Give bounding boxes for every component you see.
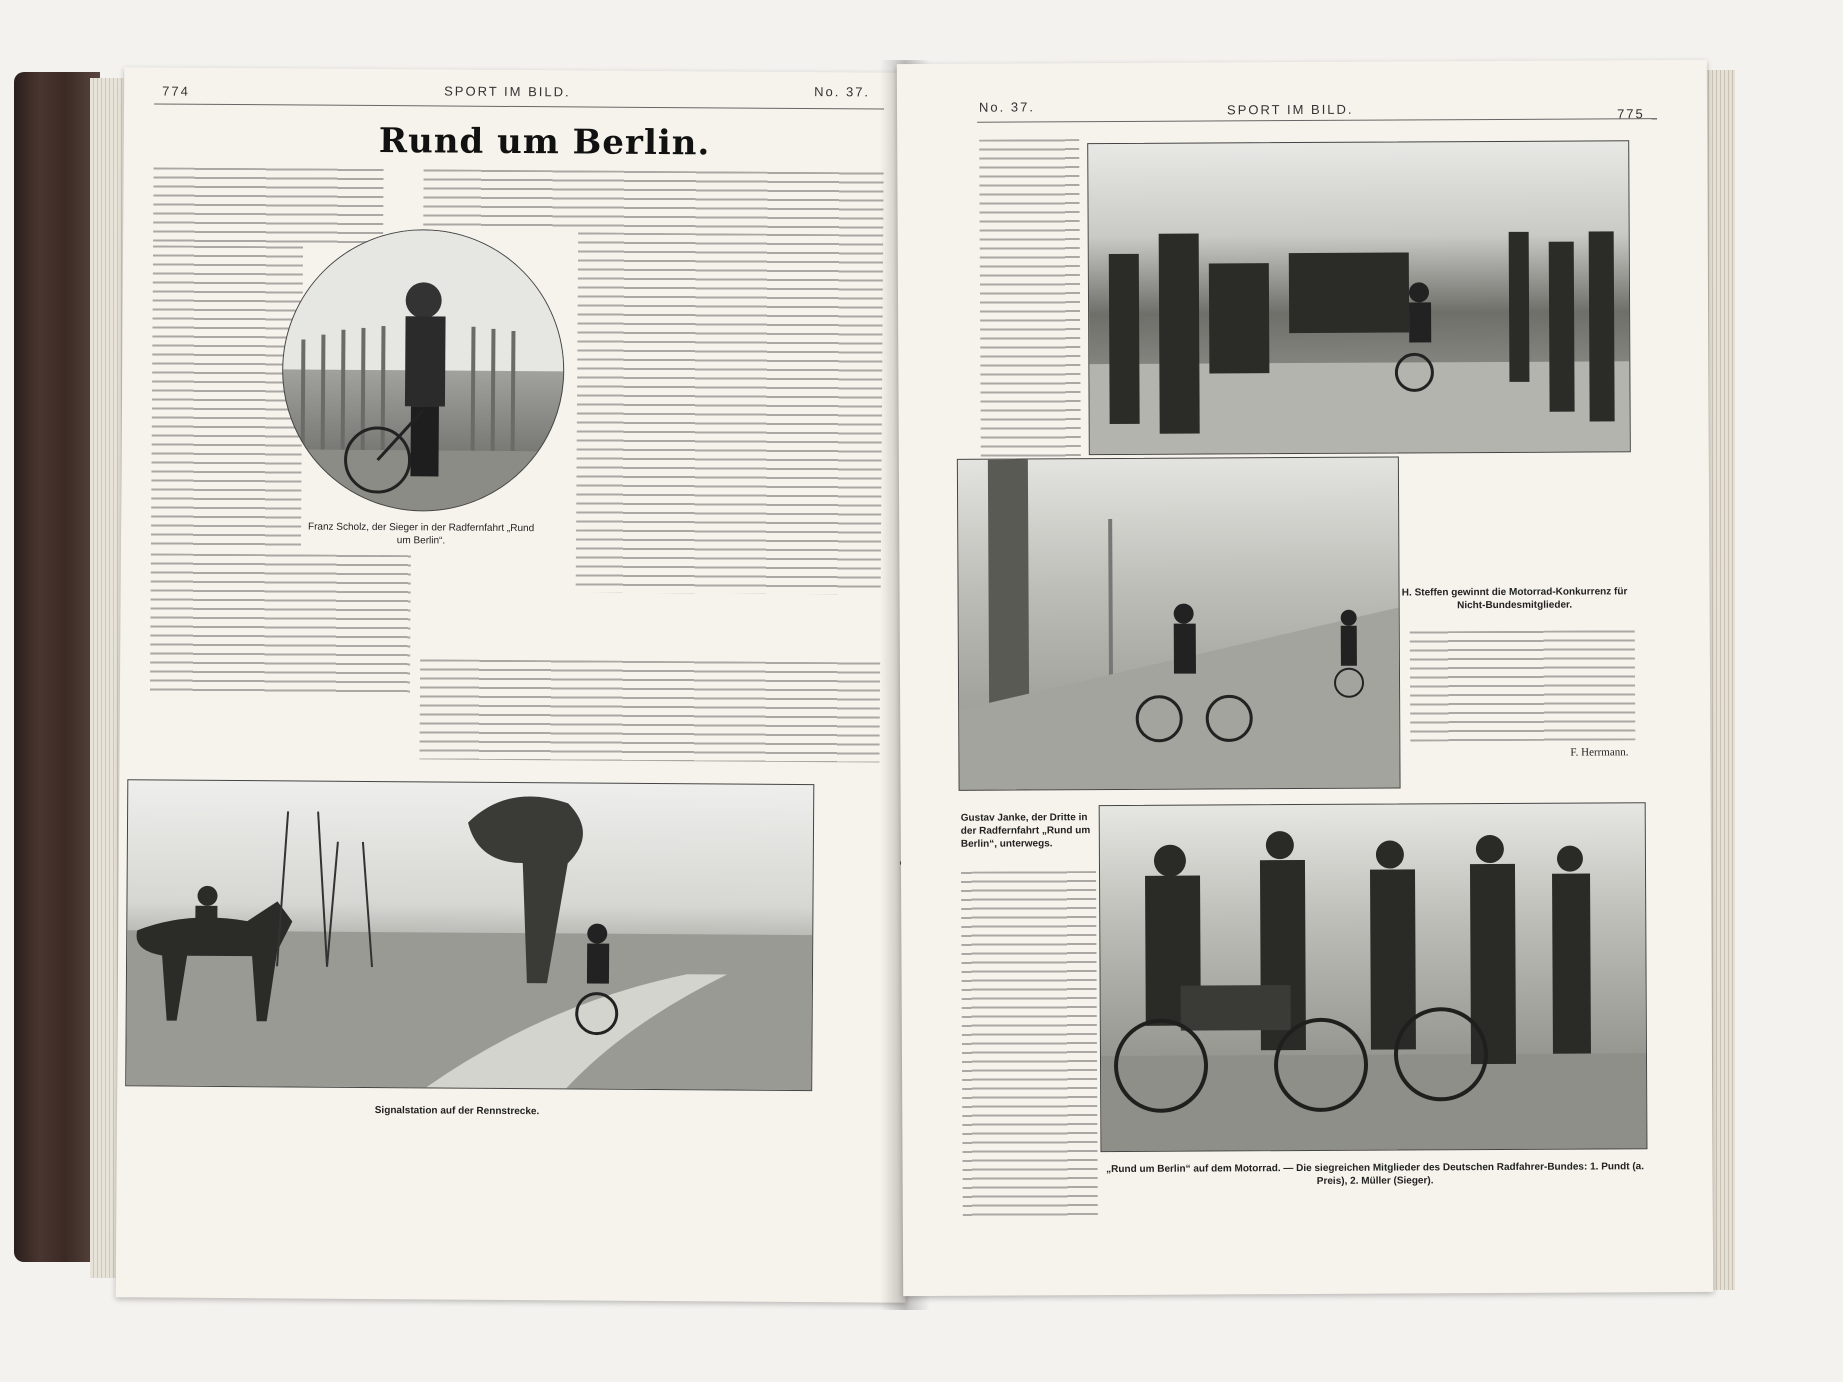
book-spine-edge: [14, 72, 100, 1262]
right-page: [897, 60, 1713, 1296]
left-page: [116, 67, 915, 1302]
crowd-and-rider-icon: [1088, 141, 1630, 454]
motorcycle-race-photo: [1087, 140, 1631, 455]
text-column-top: [979, 139, 1081, 470]
portrait-photo: [281, 228, 565, 512]
gustav-janke-photo: [957, 457, 1401, 791]
cyclist-with-bicycle-icon: [282, 229, 564, 511]
text-column-2-top: [423, 169, 883, 232]
portrait-caption: Franz Scholz, der Sieger in der Radfernfahrt „Rund um Berlin“.: [307, 521, 535, 547]
text-column-1-left: [151, 245, 303, 551]
motorcycle-group-caption: „Rund um Berlin“ auf dem Motorrad. — Die siegreichen Mitglieder des Deutschen Radfahrer-Bundes: 1. Pundt (a. Preis), 2. Müller (Sieger).: [1106, 1161, 1645, 1187]
left-issue-number: No. 37.: [814, 84, 871, 100]
left-running-title: SPORT IM BILD.: [444, 83, 571, 100]
men-with-motorcycles-icon: [1100, 803, 1647, 1151]
gustav-janke-caption: Gustav Janke, der Dritte in der Radfernfahrt „Rund um Berlin“, unterwegs.: [960, 812, 1091, 850]
text-column-right-mid: [1410, 630, 1636, 741]
horse-rider-and-cyclist-icon: [126, 780, 813, 1090]
right-page-number: 775: [1617, 106, 1645, 122]
article-title: Rund um Berlin.: [378, 121, 711, 164]
cyclists-on-road-icon: [958, 458, 1400, 790]
text-column-1-bottom: [150, 553, 411, 695]
signal-station-photo: [125, 779, 814, 1091]
header-rule: [154, 103, 884, 109]
text-column-bottom: [961, 871, 1098, 1217]
text-column-2-right: [576, 232, 884, 594]
signal-station-caption: Signalstation auf der Rennstrecke.: [374, 1105, 540, 1118]
motorcycle-race-caption: H. Steffen gewinnt die Motorrad-Konkurrenz für Nicht-Bundesmitglieder.: [1401, 586, 1628, 612]
left-page-number: 774: [162, 83, 190, 99]
right-issue-number: No. 37.: [978, 99, 1035, 115]
text-column-1-top: [153, 167, 384, 244]
motorcycle-group-photo: [1099, 802, 1648, 1152]
header-rule: [977, 118, 1657, 123]
author-signature: F. Herrmann.: [1570, 746, 1629, 759]
text-column-2-bottom: [419, 659, 880, 762]
right-running-title: SPORT IM BILD.: [1226, 101, 1354, 118]
